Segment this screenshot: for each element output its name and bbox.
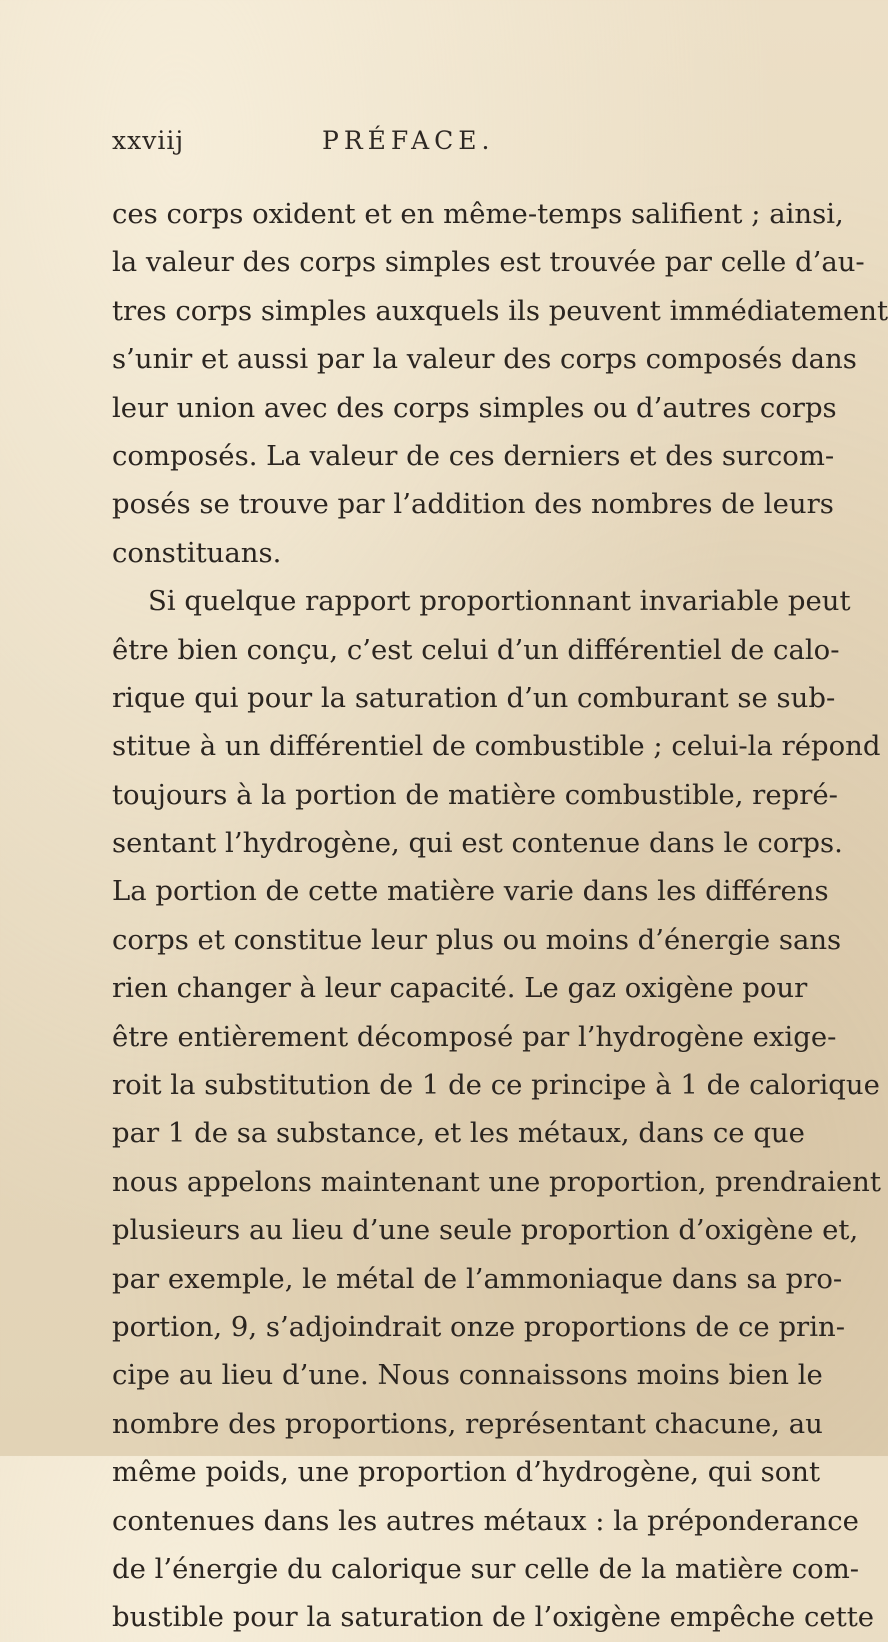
text-line: cipe au lieu d’une. Nous connaissons moins bien le bbox=[112, 1359, 823, 1392]
text-line: corps et constitue leur plus ou moins d’énergie sans bbox=[112, 923, 842, 956]
text-line: rien changer à leur capacité. Le gaz oxigène pour bbox=[112, 972, 808, 1005]
text-line: bustible pour la saturation de l’oxigène empêche cette bbox=[112, 1601, 875, 1634]
text-line: être entièrement décomposé par l’hydrogène exige- bbox=[112, 1020, 837, 1053]
text-line: roit la substitution de 1 de ce principe à 1 de calorique bbox=[112, 1069, 880, 1102]
text-line: nous appelons maintenant une proportion, prendraient bbox=[112, 1165, 881, 1198]
text-line: composés. La valeur de ces derniers et des surcom- bbox=[112, 439, 835, 472]
text-line: par 1 de sa substance, et les métaux, dans ce que bbox=[112, 1117, 805, 1150]
text-line: portion, 9, s’adjoindrait onze proportions de ce prin- bbox=[112, 1310, 845, 1343]
text-line: par exemple, le métal de l’ammoniaque dans sa pro- bbox=[112, 1262, 843, 1295]
text-line: toujours à la portion de matière combustible, repré- bbox=[112, 778, 838, 811]
running-title: PRÉFACE. bbox=[322, 126, 495, 155]
text-line: ces corps oxident et en même-temps salifient ; ainsi, bbox=[112, 198, 844, 230]
text-line: constituans. bbox=[112, 536, 282, 569]
text-line: la valeur des corps simples est trouvée par celle d’au- bbox=[112, 246, 865, 279]
text-line: leur union avec des corps simples ou d’autres corps bbox=[112, 391, 837, 424]
text-line: être bien conçu, c’est celui d’un différentiel de calo- bbox=[112, 633, 840, 666]
paragraph-first-line: Si quelque rapport proportionnant invariable peut bbox=[148, 585, 851, 618]
text-line: posés se trouve par l’addition des nombres de leurs bbox=[112, 488, 834, 521]
text-line: même poids, une proportion d’hydrogène, qui sont bbox=[112, 1456, 821, 1489]
text-line: nombre des proportions, représentant chacune, au bbox=[112, 1407, 823, 1440]
body-text bbox=[112, 190, 888, 1642]
page-header bbox=[112, 126, 672, 166]
text-line: s’unir et aussi par la valeur des corps composés dans bbox=[112, 343, 857, 376]
text-line: de l’énergie du calorique sur celle de la matière com- bbox=[112, 1552, 860, 1585]
text-line: contenues dans les autres métaux : la préponderance bbox=[112, 1504, 859, 1537]
text-line: rique qui pour la saturation d’un comburant se sub- bbox=[112, 681, 836, 714]
text-line: tres corps simples auxquels ils peuvent immédiatement bbox=[112, 294, 888, 327]
text-line: stitue à un différentiel de combustible ; celui-la répond bbox=[112, 730, 881, 763]
page-number: xxviij bbox=[112, 126, 185, 155]
text-line: plusieurs au lieu d’une seule proportion d’oxigène et, bbox=[112, 1214, 859, 1247]
text-line: La portion de cette matière varie dans les différens bbox=[112, 875, 829, 908]
text-line: sentant l’hydrogène, qui est contenue dans le corps. bbox=[112, 827, 843, 860]
